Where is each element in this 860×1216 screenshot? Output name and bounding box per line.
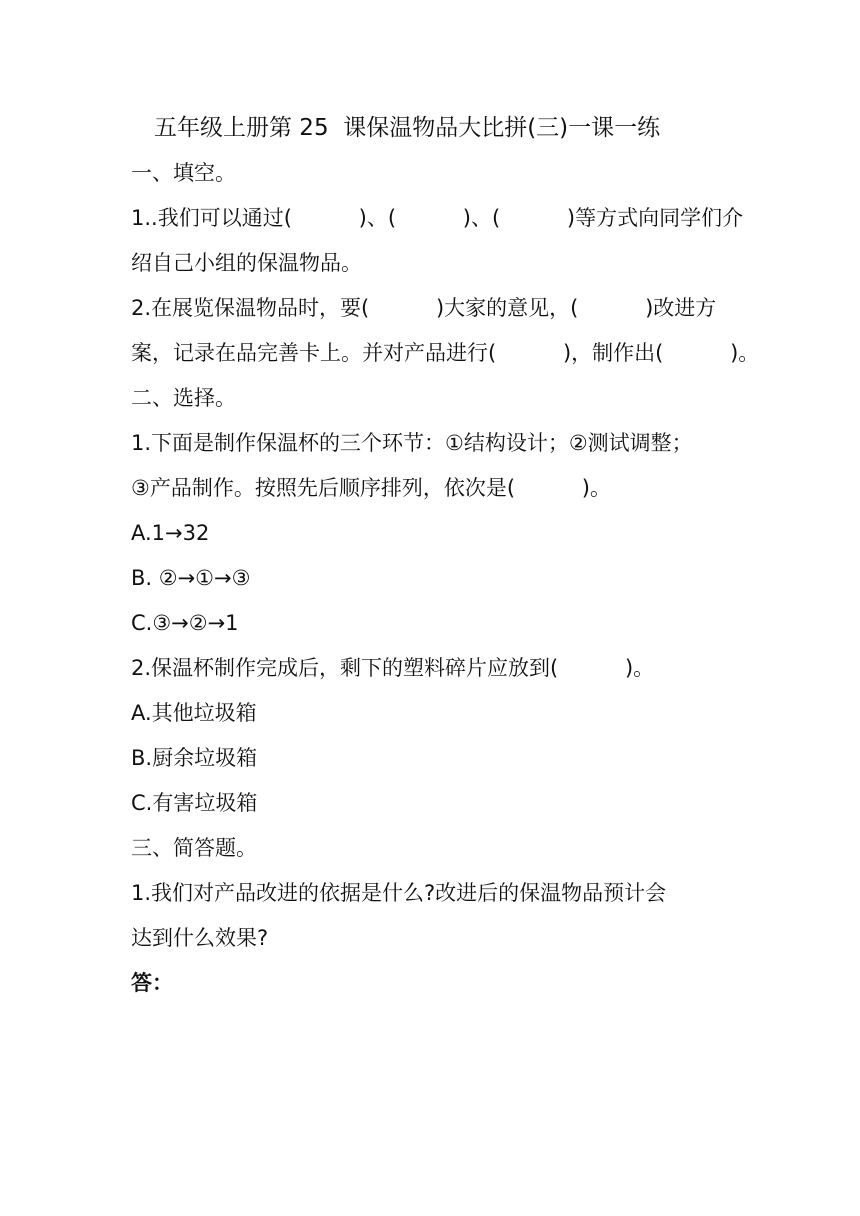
choice-q1-line1: 1.下面是制作保温杯的三个环节：①结构设计；②测试调整；	[131, 431, 693, 455]
choice-q2-option-a: A.其他垃圾箱	[131, 701, 257, 725]
choice-q2-option-b: B.厨余垃圾箱	[131, 746, 258, 770]
choice-q2-line1: 2.保温杯制作完成后，剩下的塑料碎片应放到( )。	[131, 656, 655, 680]
fill-q2-line2: 案，记录在品完善卡上。并对产品进行( )，制作出( )。	[131, 341, 760, 365]
section-heading-fill: 一、填空。	[131, 161, 236, 185]
choice-q1-option-a: A.1→32	[131, 521, 210, 545]
section-heading-short: 三、简答题。	[131, 836, 257, 860]
short-q1-line1: 1.我们对产品改进的依据是什么?改进后的保温物品预计会	[131, 881, 667, 905]
answer-label: 答：	[131, 971, 173, 995]
fill-q1-line2: 绍自己小组的保温物品。	[131, 251, 362, 275]
choice-q2-option-c: C.有害垃圾箱	[131, 791, 258, 815]
fill-q1-line1: 1..我们可以通过( )、( )、( )等方式向同学们介	[131, 206, 744, 230]
fill-q2-line1: 2.在展览保温物品时，要( )大家的意见，( )改进方	[131, 296, 717, 320]
choice-q1-option-c: C.③→②→1	[131, 611, 239, 635]
choice-q1-line2: ③产品制作。按照先后顺序排列，依次是( )。	[131, 476, 611, 500]
short-q1-line2: 达到什么效果?	[131, 926, 269, 950]
section-heading-choice: 二、选择。	[131, 386, 236, 410]
choice-q1-option-b: B. ②→①→③	[131, 566, 251, 590]
page-title: 五年级上册第 25 课保温物品大比拼(三)一课一练	[154, 115, 661, 141]
